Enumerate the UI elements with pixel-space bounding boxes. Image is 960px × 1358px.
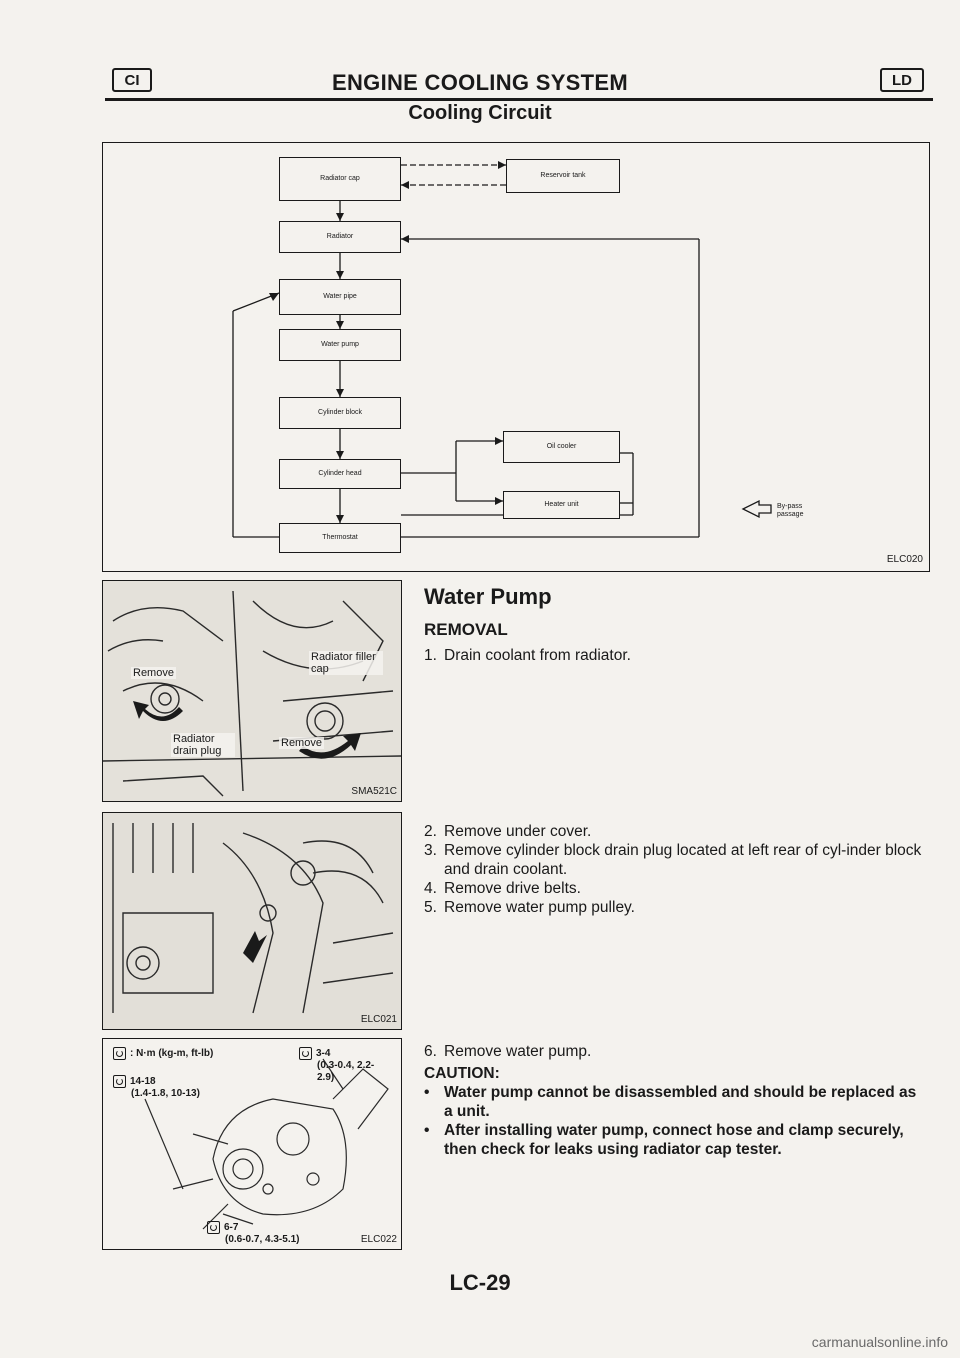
reservoir-tank-box: Reservoir tank [506, 159, 620, 193]
torque-1-value: 14-18 [130, 1076, 156, 1088]
torque-spec-1 [113, 1075, 200, 1100]
caution-text: After installing water pump, connect hose and clamp securely, then check for leaks using radiator cap tester. [444, 1122, 904, 1158]
steps-group-1 [424, 646, 924, 665]
torque-3-value: 6-7 [224, 1222, 239, 1234]
list-item [424, 879, 924, 898]
page-number: LC-29 [449, 1270, 511, 1295]
torque-1-alt: (1.4-1.8, 10-13) [131, 1088, 200, 1100]
torque-wrench-icon [113, 1075, 126, 1088]
step-number: 1. [424, 647, 437, 664]
list-item [424, 898, 924, 917]
bypass-passage-label: By-pass passage [777, 503, 804, 518]
oil-cooler-box: Oil cooler [503, 431, 620, 463]
list-item [424, 822, 924, 841]
list-item [424, 841, 924, 879]
bullet-dot: • [424, 1122, 430, 1139]
caution-bullet [424, 1121, 924, 1159]
torque-wrench-icon [113, 1047, 126, 1060]
figure-code: ELC022 [360, 1234, 397, 1245]
header-rule [105, 98, 933, 101]
footer-watermark: carmanualsonline.info [811, 1334, 948, 1350]
step-text: Remove under cover. [444, 823, 592, 840]
cooling-circuit-diagram [102, 142, 930, 572]
torque-2-alt: (0.3-0.4, 2.2-2.9) [317, 1060, 375, 1084]
heater-unit-box: Heater unit [503, 491, 620, 519]
torque-unit-text: : N·m (kg-m, ft-lb) [130, 1048, 214, 1060]
water-pump-box: Water pump [279, 329, 401, 361]
figure-code: ELC020 [886, 554, 923, 565]
page-header-title: ENGINE COOLING SYSTEM [332, 70, 628, 95]
caution-bullet [424, 1083, 924, 1121]
torque-2-value: 3-4 [316, 1048, 331, 1060]
radiator-drain-figure [102, 580, 402, 802]
radiator-filler-cap-label: Radiator filler cap [309, 651, 383, 675]
step-number: 6. [424, 1043, 437, 1060]
cylinder-block-box: Cylinder block [279, 397, 401, 429]
step-number: 4. [424, 880, 437, 897]
torque-wrench-icon [299, 1047, 312, 1060]
list-item [424, 646, 924, 665]
step-text: Remove drive belts. [444, 880, 581, 897]
page-subtitle: Cooling Circuit [408, 102, 552, 124]
step-number: 3. [424, 842, 437, 859]
thermostat-box: Thermostat [279, 523, 401, 553]
radiator-box: Radiator [279, 221, 401, 253]
torque-spec-3 [207, 1221, 299, 1246]
cylinder-block-figure [102, 812, 402, 1030]
figure-code: ELC021 [360, 1014, 397, 1025]
remove-label-left: Remove [133, 667, 174, 679]
cylinder-head-box: Cylinder head [279, 459, 401, 489]
water-pump-torque-figure [102, 1038, 402, 1250]
torque-unit-legend [113, 1047, 213, 1060]
section-tag-left: CI [112, 68, 152, 92]
radiator-illustration [103, 581, 401, 801]
removal-heading: REMOVAL [424, 620, 508, 639]
step-number: 5. [424, 899, 437, 916]
step-text: Remove water pump. [444, 1043, 592, 1060]
bullet-dot: • [424, 1084, 430, 1101]
radiator-cap-box: Radiator cap [279, 157, 401, 201]
radiator-drain-plug-label: Radiator drain plug [171, 733, 235, 757]
section-tag-right: LD [880, 68, 924, 92]
remove-label-right: Remove [281, 737, 322, 749]
steps-group-2 [424, 822, 924, 917]
figure-code: SMA521C [351, 786, 397, 797]
cylinder-block-illustration [103, 813, 401, 1029]
steps-group-3 [424, 1042, 924, 1159]
caution-text: Water pump cannot be disassembled and should be replaced as a unit. [444, 1084, 917, 1120]
caution-heading: CAUTION: [424, 1065, 500, 1082]
step-text: Remove cylinder block drain plug located at left rear of cyl-inder block and drain coolant. [444, 842, 922, 878]
section-title: Water Pump [424, 584, 552, 609]
step-text: Remove water pump pulley. [444, 899, 635, 916]
torque-wrench-icon [207, 1221, 220, 1234]
torque-spec-2 [299, 1047, 399, 1084]
step-text: Drain coolant from radiator. [444, 647, 631, 664]
water-pipe-box: Water pipe [279, 279, 401, 315]
step-number: 2. [424, 823, 437, 840]
list-item [424, 1042, 924, 1061]
torque-3-alt: (0.6-0.7, 4.3-5.1) [225, 1234, 300, 1246]
